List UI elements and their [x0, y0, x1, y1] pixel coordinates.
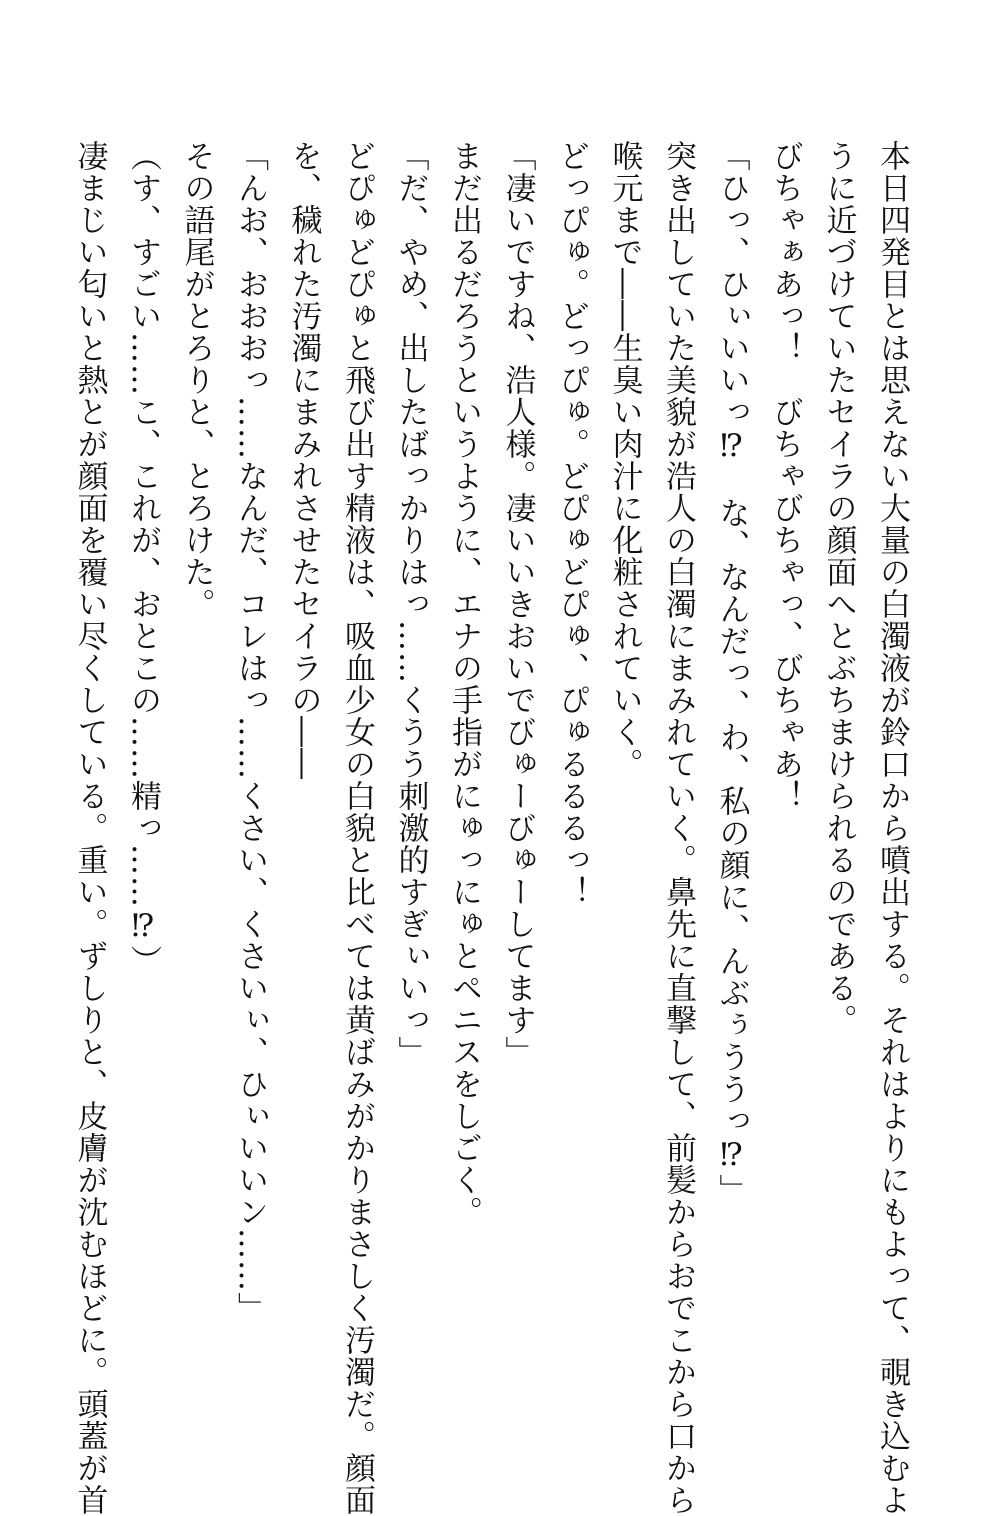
text-line: 「んお、おおおっ……なんだ、コレはっ……くさい、くさいぃ、ひぃいいン……」 — [232, 140, 268, 1324]
text-line: 「ひっ、ひぃいいっ⁉ な、なんだっ、わ、私の顔に、んぶぅううっ⁉」 — [713, 140, 750, 1206]
vertical-text-body — [62, 140, 918, 1516]
text-line: （す、すごい……こ、これが、おとこの……精っ……⁉） — [125, 140, 161, 977]
text-line: 突き出していた美貌が浩人の白濁にまみれていく。鼻先に直撃して、前髪からおでこから口から — [660, 140, 696, 1516]
text-line: その語尾がとろりと、とろけた。 — [178, 140, 215, 620]
text-line: うに近づけていたセイラの顔面へとぶちまけられるのである。 — [820, 140, 857, 1036]
text-line: どぴゅどぴゅと飛び出す精液は、吸血少女の白貌と比べては黄ばみがかりまさしく汚濁だ。顔面 — [339, 140, 375, 1516]
text-line: どっぴゅ。どっぴゅ。どぴゅどぴゅ、ぴゅるるるっ！ — [553, 140, 589, 908]
text-line: 喉元まで――生臭い肉汁に化粧されていく。 — [606, 140, 643, 780]
text-line: を、穢れた汚濁にまみれさせたセイラの―― — [285, 140, 322, 780]
text-line: 本日四発目とは思えない大量の白濁液が鈴口から噴出する。それはよりにもよって、覗き込むよ — [874, 140, 910, 1516]
text-line: 凄まじい匂いと熱とが顔面を覆い尽くしている。重い。ずしりと、皮膚が沈むほどに。頭蓋が首 — [71, 140, 108, 1516]
text-line: まだ出るだろうというように、エナの手指がにゅっにゅとペニスをしごく。 — [446, 140, 482, 1228]
text-line: 「だ、やめ、出したばっかりはっ……くうう刺激的すぎぃいっ」 — [392, 140, 429, 1068]
text-line: びちゃぁあっ！ びちゃびちゃっ、びちゃあ！ — [767, 140, 803, 812]
text-line: 「凄いですね、浩人様。凄いいきおいでびゅーびゅーしてます」 — [499, 140, 536, 1068]
